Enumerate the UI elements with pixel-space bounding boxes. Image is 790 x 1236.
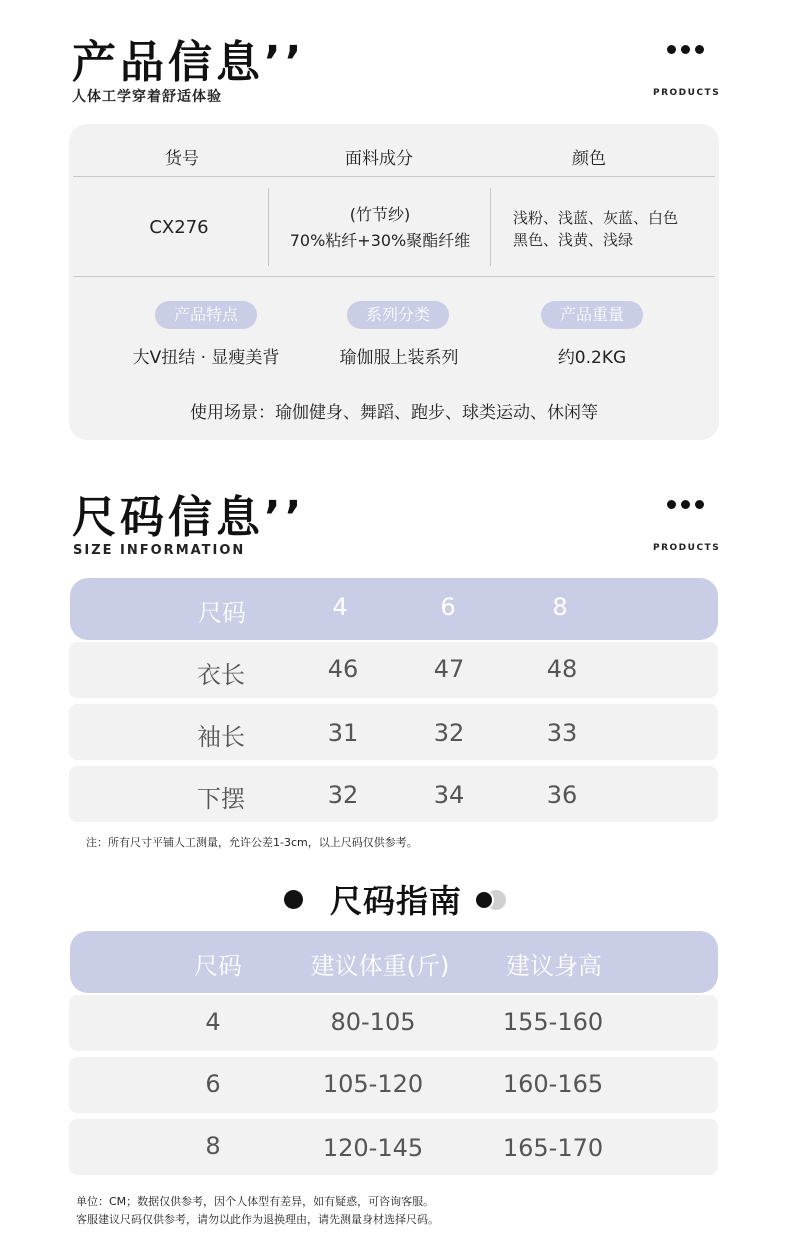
size-guide-title: 尺码指南 (330, 882, 463, 920)
products-badge: PRODUCTS (653, 88, 721, 98)
size-header-6: 6 (440, 593, 456, 621)
row-value: 31 (327, 719, 359, 747)
product-info-title: 产品信息’’ (72, 37, 306, 88)
weight-value: 约0.2KG (557, 348, 627, 368)
guide-size: 8 (205, 1132, 221, 1160)
product-info-subtitle: 人体工学穿着舒适体验 (72, 89, 222, 105)
guide-size: 4 (205, 1008, 221, 1036)
features-value: 大V扭结 · 显瘦美背 (132, 348, 280, 368)
guide-weight: 120-145 (322, 1134, 424, 1162)
row-label: 衣长 (197, 661, 245, 689)
guide-size: 6 (205, 1070, 221, 1098)
size-header-8: 8 (552, 593, 568, 621)
footer-note-1: 单位：CM；数据仅供参考，因个人体型有差异，如有疑惑，可咨询客服。 (76, 1195, 435, 1208)
fabric-line-2: 70%粘纤+30%聚酯纤维 (289, 231, 471, 250)
row-value: 46 (327, 655, 359, 683)
table-row (69, 766, 718, 822)
size-table-header (70, 578, 718, 640)
row-value: 48 (546, 655, 578, 683)
divider (490, 188, 491, 266)
row-label: 下摆 (197, 785, 245, 813)
table-row (69, 704, 718, 760)
size-header-label: 尺码 (198, 599, 246, 627)
guide-header-weight: 建议体重(斤) (310, 952, 450, 980)
divider (73, 176, 715, 177)
usage-scenes: 使用场景：瑜伽健身、舞蹈、跑步、球类运动、休闲等 (190, 403, 598, 423)
bullet-dot-icon (284, 890, 303, 909)
row-value: 47 (433, 655, 465, 683)
item-no-value: CX276 (149, 217, 209, 238)
header-item-no: 货号 (165, 149, 199, 169)
toggle-dots-icon (474, 889, 506, 911)
guide-weight: 105-120 (322, 1070, 424, 1098)
colors-line-2: 黑色、浅黄、浅绿 (513, 231, 634, 249)
product-info-card (69, 124, 719, 440)
colors-line-1: 浅粉、浅蓝、灰蓝、白色 (513, 209, 679, 227)
size-header-4: 4 (332, 593, 348, 621)
size-info-subtitle: SIZE INFORMATION (73, 543, 246, 558)
more-dots-icon (667, 500, 704, 509)
table-row (69, 1119, 718, 1175)
header-color: 颜色 (572, 149, 606, 169)
row-value: 32 (433, 719, 465, 747)
row-value: 32 (327, 781, 359, 809)
weight-label: 产品重量 (541, 301, 643, 329)
guide-height: 155-160 (502, 1008, 604, 1036)
row-label: 袖长 (197, 723, 245, 751)
guide-weight: 80-105 (330, 1008, 416, 1036)
more-dots-icon (667, 45, 704, 54)
divider (268, 188, 269, 266)
fabric-line-1: (竹节纱) (349, 205, 411, 224)
row-value: 33 (546, 719, 578, 747)
series-value: 瑜伽服上装系列 (339, 348, 459, 368)
guide-height: 165-170 (502, 1134, 604, 1162)
features-label: 产品特点 (155, 301, 257, 329)
series-label: 系列分类 (347, 301, 449, 329)
guide-height: 160-165 (502, 1070, 604, 1098)
row-value: 36 (546, 781, 578, 809)
table-row (69, 995, 718, 1051)
footer-note-2: 客服建议尺码仅供参考，请勿以此作为退换理由，请先测量身材选择尺码。 (76, 1213, 439, 1226)
table-row (69, 1057, 718, 1113)
size-note: 注：所有尺寸平铺人工测量，允许公差1-3cm，以上尺码仅供参考。 (86, 836, 418, 849)
size-info-title: 尺码信息’’ (72, 492, 306, 543)
guide-header-size: 尺码 (194, 952, 242, 980)
products-badge: PRODUCTS (653, 543, 721, 553)
guide-table-header (70, 931, 718, 993)
row-value: 34 (433, 781, 465, 809)
guide-header-height: 建议身高 (506, 952, 602, 980)
table-row (69, 642, 718, 698)
divider (73, 276, 715, 277)
header-fabric: 面料成分 (345, 149, 413, 169)
